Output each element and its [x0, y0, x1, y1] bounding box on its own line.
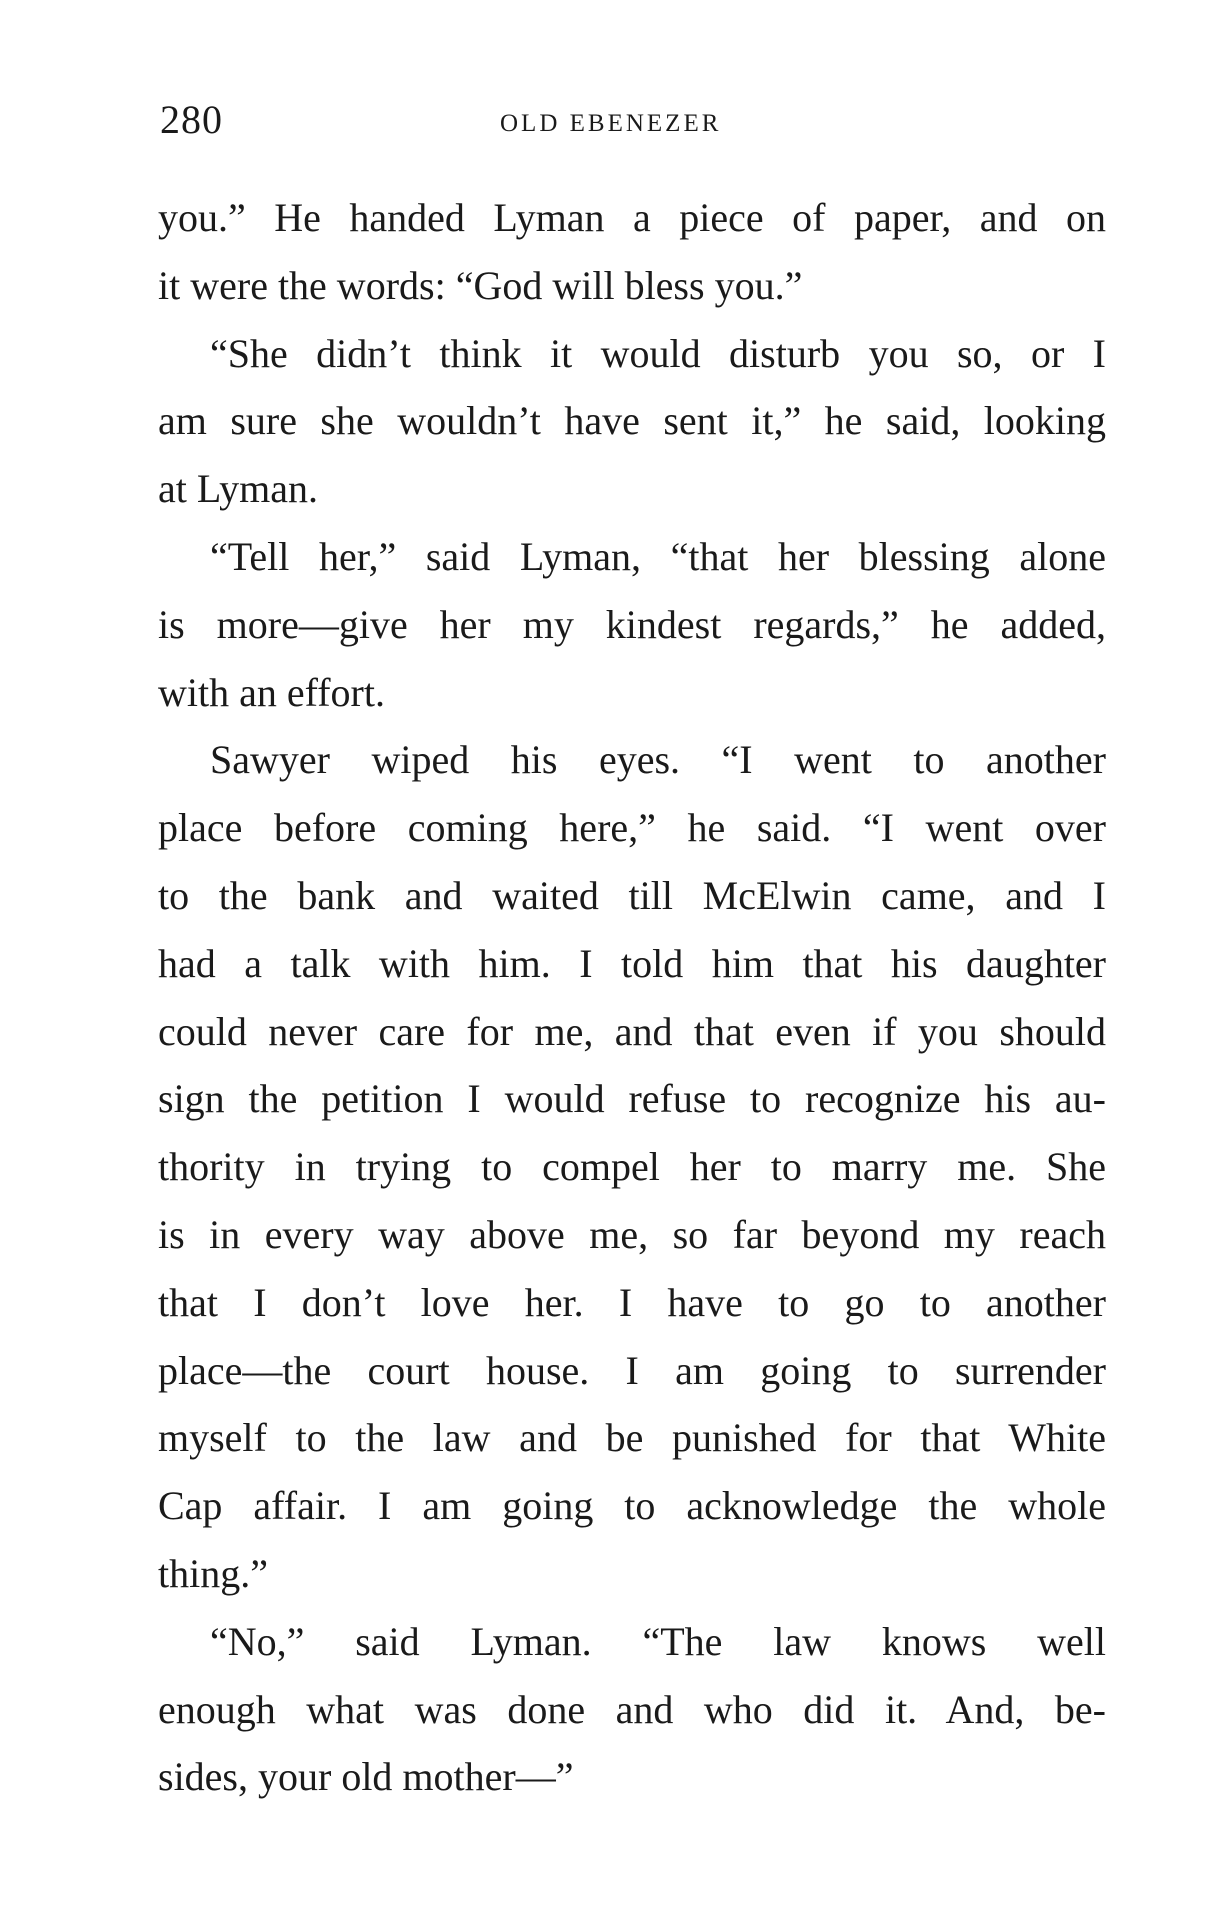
text-line: “Tell her,” said Lyman, “that her blessing alone: [210, 533, 1106, 579]
text-line: thority in trying to compel her to marry me. She: [158, 1144, 1106, 1190]
text-line: it were the words: “God will bless you.”: [158, 262, 803, 308]
text-line: Sawyer wiped his eyes. “I went to another: [210, 737, 1106, 783]
running-head: [160, 96, 1100, 156]
text-line: with an effort.: [158, 669, 385, 715]
text-line: had a talk with him. I told him that his daughter: [158, 940, 1106, 986]
text-line: place before coming here,” he said. “I went over: [158, 805, 1106, 851]
text-line: “She didn’t think it would disturb you so, or I: [210, 330, 1106, 376]
text-line: that I don’t love her. I have to go to another: [158, 1279, 1106, 1325]
running-title: OLD EBENEZER: [500, 110, 722, 137]
text-line: enough what was done and who did it. And, be-: [158, 1686, 1106, 1732]
text-line: thing.”: [158, 1550, 268, 1596]
text-line: you.” He handed Lyman a piece of paper, and on: [158, 195, 1106, 240]
text-line: is more—give her my kindest regards,” he added,: [158, 601, 1106, 647]
text-line: sides, your old mother—”: [158, 1754, 574, 1800]
text-line: Cap affair. I am going to acknowledge the whole: [158, 1483, 1106, 1529]
text-line: am sure she wouldn’t have sent it,” he said, looking: [158, 398, 1106, 444]
text-line: to the bank and waited till McElwin came, and I: [158, 872, 1106, 918]
text-line: is in every way above me, so far beyond my reach: [158, 1211, 1106, 1257]
text-line: could never care for me, and that even if you should: [158, 1008, 1106, 1054]
text-line: place—the court house. I am going to surrender: [158, 1347, 1106, 1393]
body-text: [158, 184, 1106, 1811]
text-line: sign the petition I would refuse to recognize his au-: [158, 1076, 1106, 1122]
text-line: “No,” said Lyman. “The law knows well: [210, 1618, 1106, 1664]
text-line: at Lyman.: [158, 466, 318, 512]
text-line: myself to the law and be punished for that White: [158, 1415, 1106, 1461]
page-number: 280: [160, 97, 223, 142]
